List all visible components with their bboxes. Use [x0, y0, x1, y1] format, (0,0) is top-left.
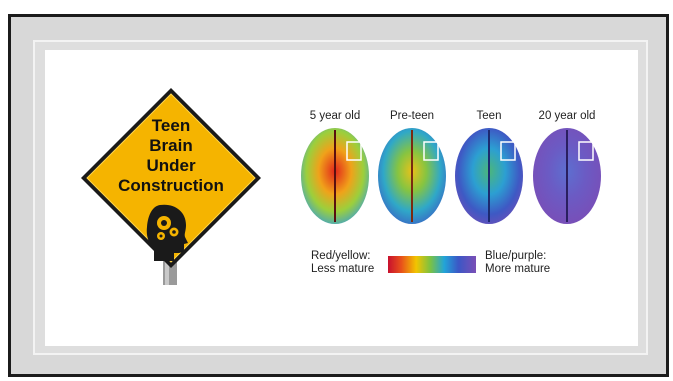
- maturity-gradient-bar: [388, 256, 476, 273]
- age-label-pre-teen: Pre-teen: [389, 110, 435, 122]
- age-label-5-year-old: 5 year old: [309, 110, 361, 122]
- sign-text: [78, 116, 264, 196]
- brains-svg: [297, 122, 612, 252]
- legend-more-mature: Blue/purple: More mature: [485, 250, 551, 275]
- construction-sign: [78, 85, 264, 285]
- age-label-teen: Teen: [476, 110, 502, 122]
- sign-line-1: Teen: [151, 116, 191, 135]
- sign-line-2: Brain: [149, 136, 193, 155]
- age-label-20-year-old: 20 year old: [538, 110, 596, 122]
- brain-teen: [455, 128, 523, 224]
- brain-pre-teen: [378, 128, 446, 224]
- sign-line-3: Under: [146, 156, 196, 175]
- legend-less-mature: Red/yellow: Less mature: [311, 250, 375, 275]
- brain-20-year-old: [533, 128, 601, 224]
- sign-line-4: Construction: [118, 176, 224, 195]
- brain-5-year-old: [301, 128, 369, 224]
- brain-development-figure: [297, 110, 612, 290]
